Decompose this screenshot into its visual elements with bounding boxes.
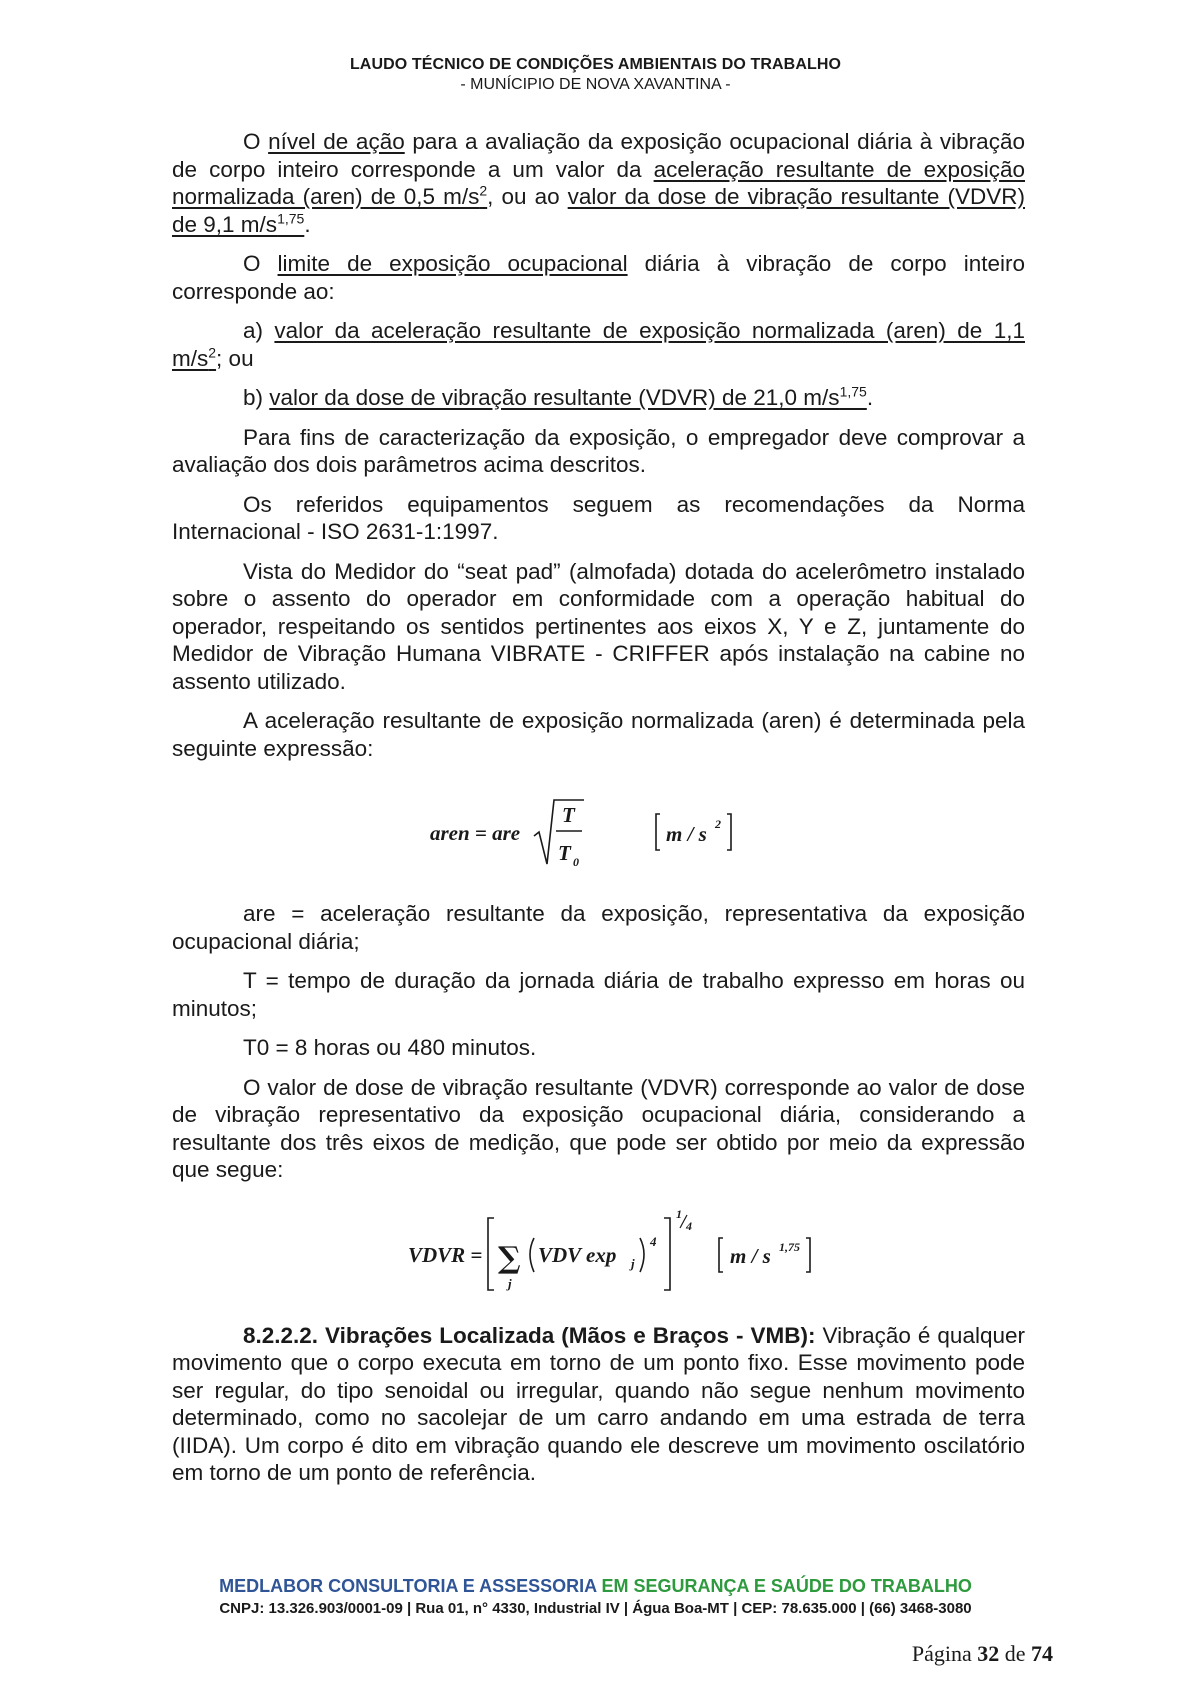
paragraph-vdvr-intro: O valor de dose de vibração resultante (VDVR) corresponde ao valor de dose de vibração representativo da exposição ocupacional diária, considerando a resultante dos três eixos de medição, que pode ser obtido por meio da expressão que segue: [172,1074,1025,1182]
page-header [0,56,1191,94]
page-of: de [999,1641,1031,1666]
text-span: b) [243,385,270,410]
underlined-term [172,318,1025,371]
header-subtitle: - MUNÍCIPIO DE NOVA XAVANTINA - [460,76,731,93]
right-bracket-icon [806,1238,810,1272]
formula-vdvr-lhs: VDVR = [408,1242,483,1267]
paragraph-seat-pad: Vista do Medidor do “seat pad” (almofada) dotada do acelerômetro instalado sobre o assento do operador em conformidade com a operação habitual do operador, respeitando os sentidos pertinentes aos eixos X, Y e Z, juntamente do Medidor de Vibração Humana VIBRATE - CRIFFER após instalação na cabine no assento utilizado. [172,558,1025,694]
right-big-bracket-icon [664,1218,670,1290]
formula-aren-unit: m / s [666,822,707,846]
paragraph-item-b [172,384,1025,412]
formula-vdvr-svg [172,1202,1025,1298]
paragraph-characterization: Para fins de caracterização da exposição, o empregador deve comprovar a avaliação dos dois parâmetros acima descritos. [172,424,1025,477]
text-span: para a avaliação da exposição ocupacional diária à vibração de corpo inteiro corresponde a um valor da [172,129,1025,182]
text-span: a) [243,318,275,343]
formula-aren-denominator: T [558,841,571,865]
formula-aren-lhs: aren = are [430,821,521,845]
formula-vdvr-term-sub: j [631,1255,635,1271]
formula-vdvr-unit: m / s [730,1243,771,1268]
superscript: 2 [479,182,488,199]
page-label: Página [911,1641,978,1666]
paragraph-action-level [172,128,1025,238]
page-number [912,1641,1053,1667]
formula-aren-numerator: T [562,803,575,827]
text-span: valor da dose de vibração resultante (VDVR) de 21,0 m/s [269,385,840,410]
text-span: aceleração resultante de exposição normalizada (aren) de 0,5 m/s [172,156,1025,209]
header-title: LAUDO TÉCNICO DE CONDIÇÕES AMBIENTAIS DO TRABALHO [349,56,842,73]
sigma-icon: ∑ [498,1240,521,1276]
paragraph-iso-norm: Os referidos equipamentos seguem as recomendações da Norma Internacional - ISO 2631-1:1997. [172,491,1025,544]
left-bracket-icon [719,1238,723,1272]
formula-aren [172,780,1025,876]
text-span: valor da dose de vibração resultante (VDVR) de 9,1 m/s [172,184,1025,237]
text-span: . [304,211,311,237]
footer-company-field: EM SEGURANÇA E SAÚDE DO TRABALHO [596,1576,972,1596]
section-heading: 8.2.2.2. Vibrações Localizada (Mãos e Braços - VMB): [243,1322,816,1348]
left-bracket-icon [656,814,660,850]
formula-vdvr [172,1202,1025,1298]
paragraph-vmb [172,1322,1025,1487]
paragraph-aren-intro: A aceleração resultante de exposição normalizada (aren) é determinada pela seguinte expressão: [172,708,1025,761]
formula-vdvr-unit-sup: 1,75 [779,1239,800,1254]
text-span: ; ou [216,345,254,371]
text-span: diária à vibração de corpo inteiro corresponde ao: [172,251,1025,304]
paragraph-exposure-limit [172,250,1025,305]
right-paren-icon [640,1238,644,1272]
paragraph-item-a [172,317,1025,372]
paragraph-are-def: are = aceleração resultante da exposição, representativa da exposição ocupacional diária; [172,901,1025,954]
formula-aren-unit-sup: 2 [715,817,721,831]
footer-details: CNPJ: 13.326.903/0001-09 | Rua 01, n° 4330, Industrial IV | Água Boa-MT | CEP: 78.635.000 | (66) 3468-3080 [219,1600,972,1617]
superscript: 1,75 [839,383,867,400]
page-total: 74 [1031,1641,1053,1666]
formula-aren-svg [172,780,1025,876]
formula-vdvr-sigma-sub: j [508,1275,512,1291]
paragraph-t-def: T = tempo de duração da jornada diária de trabalho expresso em horas ou minutos; [172,968,1025,1021]
underlined-term: limite de exposição ocupacional [277,251,628,276]
paragraph-t0-def: T0 = 8 horas ou 480 minutos. [243,1035,537,1060]
text-span: O [243,251,278,276]
underlined-term: nível de ação [268,129,405,154]
text-span: , ou ao [487,184,568,209]
formula-vdvr-outer-num: 1 [676,1206,682,1221]
formula-vdvr-outer-den: 4 [686,1218,692,1233]
text-span: valor da aceleração resultante de exposição normalizada (aren) de 1,1 m/s [172,318,1025,371]
text-span: O [243,129,269,154]
text-span: . [866,385,874,410]
body-content [172,128,1025,1499]
formula-vdvr-power: 4 [650,1233,657,1249]
superscript: 1,75 [277,210,305,226]
left-big-bracket-icon [488,1218,494,1290]
formula-vdvr-term: VDV exp [538,1242,617,1267]
formula-aren-den-sub: 0 [573,855,579,869]
underlined-term [269,385,867,410]
page-current: 32 [977,1641,1000,1666]
text-span: Vibração é qualquer movimento que o corpo executa em torno de um ponto fixo. Esse movimento pode ser regular, do tipo senoidal ou irregular, quando não segue nenhum movimento determinado, como no sacolejar de um carro andando em uma estrada de terra (IIDA). Um corpo é dito em vibração quando ele descreve um movimento oscilatório em torno de um ponto de referência. [172,1322,1025,1485]
footer-company-name: MEDLABOR CONSULTORIA E ASSESSORIA [219,1576,597,1596]
left-paren-icon [530,1238,534,1272]
footer-company [0,1576,1191,1597]
superscript: 2 [208,344,217,360]
right-bracket-icon [727,814,731,850]
